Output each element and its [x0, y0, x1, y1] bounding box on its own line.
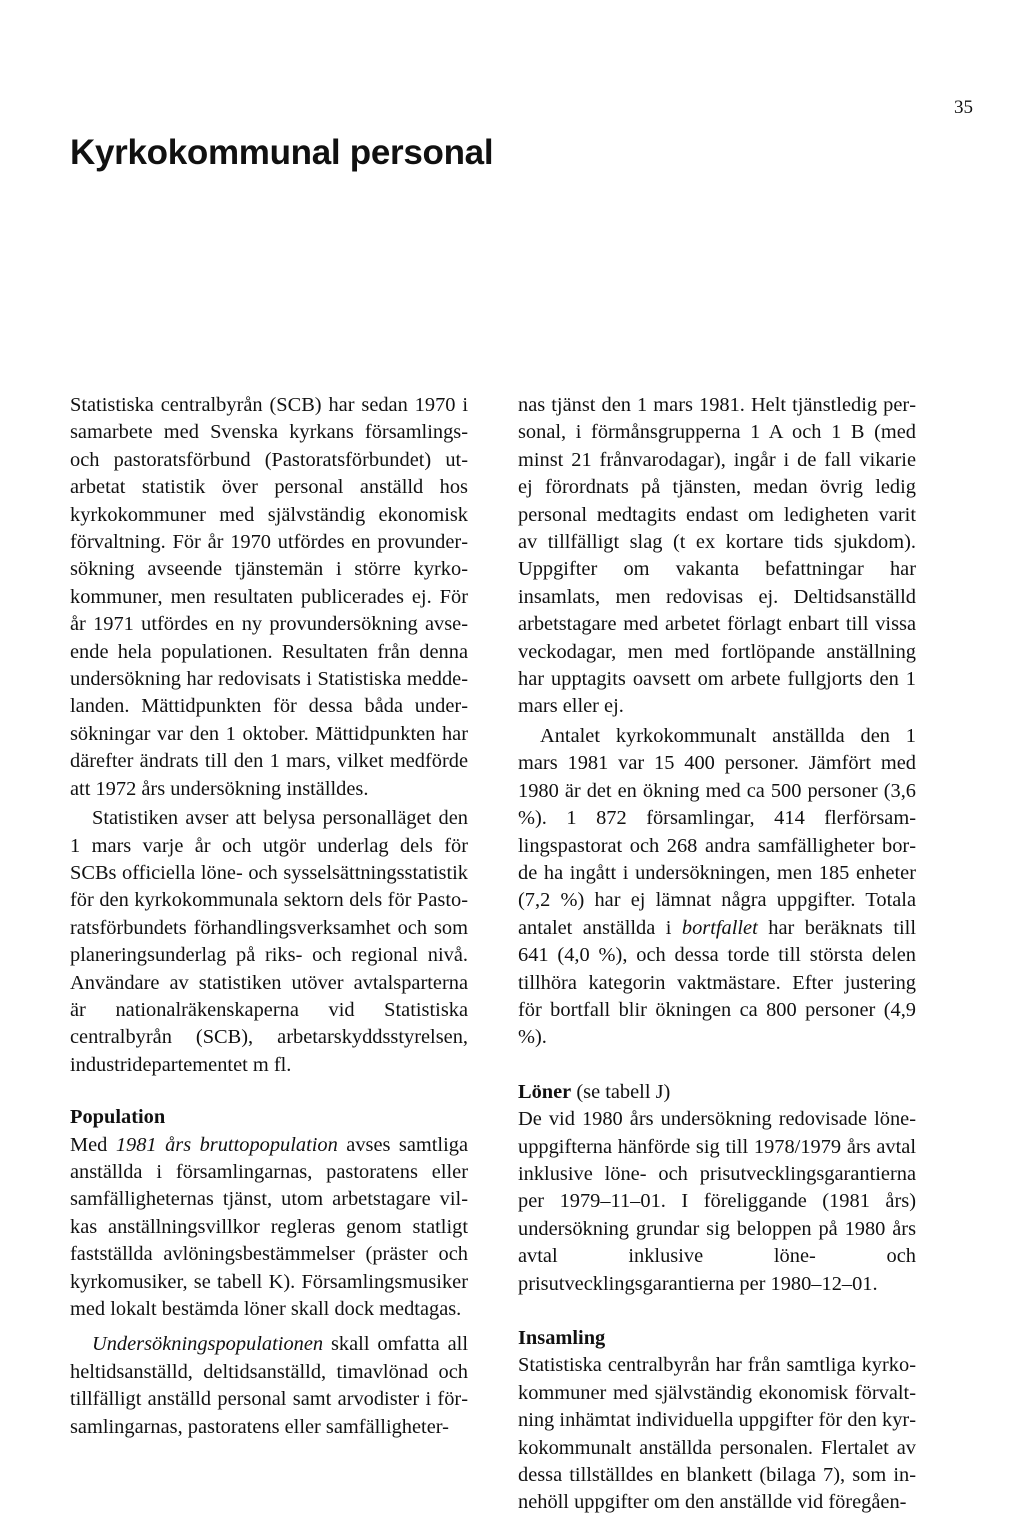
- paragraph-intro: Statistiska centralbyrån (SCB) har sedan 1970 i samarbete med Svenska kyrkans församlings- och pastoratsförbund (Pastoratsförbundet) utarbetat statistik över personal anställd hos kyrkokommuner med självständig ekonomisk förvaltning. För år 1970 utfördes en provundersökning avseende tjänstemän i större kyrkokommuner, men resultaten publicerades ej. För år 1971 utfördes en ny provundersökning avseende hela populationen. Resultaten från denna undersökning har redovisats i Statistiska meddelanden. Mättidpunkten för dessa båda undersökningar var den 1 oktober. Mättidpunkten har därefter ändrats till den 1 mars, vilket medförde att 1972 års undersökning inställdes.: [70, 394, 468, 800]
- emphasis-term: bortfallet: [681, 916, 758, 939]
- text-run: avses samtliga anställda i församlingarnas, pastoratens eller samfälligheternas tjänst, utom arbetstagare vilkas anställningsvillkor regleras genom statligt fastställda avlöningsbestämmelser (präster och kyrkomusiker, se tabell K). Församlingsmusiker med lokalt bestämda löner skall dock medtagas.: [70, 1133, 468, 1320]
- paragraph-survey-population: [70, 1331, 468, 1441]
- text-run: har beräknats till 641 (4,0 %), och dessa torde till största delen tillhöra kategorin vaktmästare. Efter justering för bortfall blir ökningen ca 800 personer (4,9 %).: [518, 916, 916, 1049]
- heading-loner: [518, 1079, 916, 1106]
- text-run: skall omfatta all heltidsanställd, deltidsanställd, timavlönad och tillfälligt anställd personal samt arvodister i församlingarnas, pastoratens eller samfälligheter-: [70, 1333, 468, 1438]
- paragraph-continued: nas tjänst den 1 mars 1981. Helt tjänstledig personal, i förmånsgrupperna 1 A och 1 B (med minst 21 frånvarodagar), ingår i de fall vikarie ej förordnats på tjänsten, medan övrig ledig personal medtagits endast om ledigheten varit av tillfälligt slag (t ex kortare tids sjukdom). Uppgifter om vakanta befattningar har insamlats, men redovisas ej. Deltidsanställd arbetstagare med arbetet förlagt enbart till vissa veckodagar, men med fortlöpande anställning har upptagits oavsett om arbete fullgjorts den 1 mars eller ej.: [518, 394, 916, 718]
- text-run: Antalet kyrkokommunalt anställda den 1 mars 1981 var 15 400 personer. Jämfört med 1980 är det en ökning med ca 500 personer (3,6 %). 1 872 församlingar, 414 flerförsamlingspastorat och 268 andra samfälligheter borde ha ingått i undersökningen, men 185 enheter (7,2 %) har ej lämnat några uppgifter. Totala antalet anställda i: [518, 724, 916, 939]
- text-run: Med: [70, 1133, 116, 1156]
- paragraph-collection: Statistiska centralbyrån har från samtliga kyrkokommuner med självständig ekonomisk förvaltning inhämtat individuella uppgifter för den kyrkokommunalt anställda personalen. Flertalet av dessa tillställdes en blankett (bilaga 7), som innehöll uppgifter om den anställde vid föregåen-: [518, 1354, 916, 1514]
- paragraph-counts: [518, 723, 916, 1052]
- emphasis-term: 1981 års bruttopopulation: [115, 1133, 338, 1156]
- paragraph-purpose: Statistiken avser att belysa personalläget den 1 mars varje år och utgör underlag dels för SCBs officiella löne- och sysselsättningsstatistik för den kyrkokommunala sektorn dels för Pastoratsförbundets förhandlingsverksamhet och som planeringsunderlag på riks- och regional nivå. Användare av statistiken utöver avtalsparterna är nationalräkenskaperna vid Statistiska centralbyrån (SCB), arbetarskyddsstyrelsen, industridepartementet m fl.: [70, 807, 468, 1076]
- paragraph-gross-population: [70, 1132, 468, 1324]
- page-number: 35: [954, 97, 973, 118]
- left-column: [70, 392, 468, 1441]
- right-column: [518, 392, 916, 1517]
- heading-text: Löner: [518, 1080, 572, 1103]
- heading-population: Population: [70, 1106, 166, 1129]
- page-title: Kyrkokommunal personal: [70, 133, 494, 172]
- heading-insamling: Insamling: [518, 1327, 606, 1349]
- heading-note: (se tabell J): [571, 1080, 671, 1103]
- paragraph-wages: De vid 1980 års undersökning redovisade löneuppgifterna hänförde sig till 1978/1979 års avtal inklusive löne- och prisutvecklingsgarantierna per 1979–11–01. I föreliggande (1981 års) undersökning grundar sig beloppen på 1980 års avtal inklusive löne- och prisutvecklingsgarantierna per 1980–12–01.: [518, 1108, 916, 1295]
- emphasis-term: Undersökningspopulationen: [92, 1333, 324, 1356]
